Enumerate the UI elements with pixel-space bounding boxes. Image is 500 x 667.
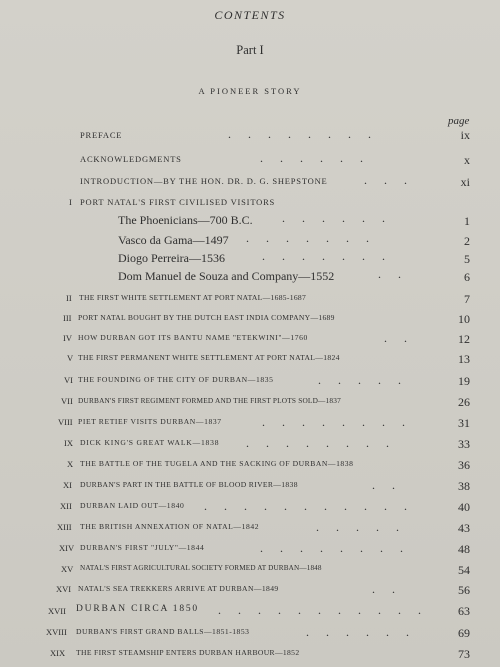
leader-dots: . . . . . — [318, 373, 401, 387]
chapter-page: 40 — [458, 500, 470, 514]
chapter-title: DURBAN LAID OUT—1840 — [80, 501, 185, 510]
leader-dots: . . . . . . . . . . . — [204, 499, 407, 513]
leader-dots: . . — [372, 478, 395, 492]
leader-dots: . . . . . . . . — [246, 436, 389, 450]
chapter-numeral: XI — [63, 480, 72, 490]
chapter-title: THE FIRST WHITE SETTLEMENT AT PORT NATAL—1685-1687 — [79, 293, 307, 302]
leader-dots: . . . . . . . — [262, 249, 385, 263]
chapter-numeral: XVII — [48, 606, 66, 616]
section-page: 6 — [464, 270, 470, 284]
chapter-numeral: IV — [63, 333, 72, 343]
chapter-page: 12 — [458, 332, 470, 346]
chapter-title: NATAL'S FIRST AGRICULTURAL SOCIETY FORMED AT DURBAN—1848 — [80, 564, 322, 572]
chapter-numeral: I — [69, 197, 72, 207]
chapter-page: 43 — [458, 521, 470, 535]
chapter-title: DURBAN CIRCA 1850 — [76, 604, 199, 614]
toc-acknowledgments-title: ACKNOWLEDGMENTS — [80, 154, 182, 164]
chapter-page: 19 — [458, 374, 470, 388]
chapter-title: THE FIRST PERMANENT WHITE SETTLEMENT AT PORT NATAL—1824 — [78, 353, 340, 362]
chapter-numeral: VII — [61, 396, 73, 406]
chapter-title: THE BRITISH ANNEXATION OF NATAL—1842 — [80, 522, 260, 531]
page-column-label: page — [448, 115, 470, 127]
leader-dots: . . . . . . — [282, 211, 385, 225]
leader-dots: . . — [384, 331, 407, 345]
leader-dots: . . . — [364, 173, 407, 187]
leader-dots: . . . . . . . . — [260, 541, 403, 555]
chapter-page: 63 — [458, 604, 470, 618]
chapter-page: 73 — [458, 647, 470, 661]
chapter-numeral: II — [66, 293, 72, 303]
chapter-title: THE FIRST STEAMSHIP ENTERS DURBAN HARBOUR—1852 — [76, 648, 300, 657]
leader-dots: . . . . . . . . — [262, 415, 405, 429]
leader-dots: . . . . . . — [260, 151, 363, 165]
leader-dots: . . . . . . — [306, 625, 409, 639]
chapter-numeral: XIX — [50, 648, 66, 658]
chapter-numeral: VI — [64, 375, 73, 385]
section-page: 2 — [464, 234, 470, 248]
leader-dots: . . . . . . . . — [228, 127, 371, 141]
chapter-page: 56 — [458, 583, 470, 597]
chapter-title: DURBAN'S FIRST REGIMENT FORMED AND THE FIRST PLOTS SOLD—1837 — [78, 396, 341, 405]
section-title: Diogo Perreira—1536 — [118, 251, 225, 265]
section-page: 1 — [464, 214, 470, 228]
contents-heading: CONTENTS — [214, 8, 286, 22]
section-page: 5 — [464, 252, 470, 266]
chapter-title: THE FOUNDING OF THE CITY OF DURBAN—1835 — [78, 375, 274, 384]
chapter-title: DICK KING'S GREAT WALK—1838 — [80, 438, 220, 447]
toc-preface-title: PREFACE — [80, 130, 123, 140]
section-title: The Phoenicians—700 B.C. — [118, 213, 253, 227]
chapter-page: 31 — [458, 416, 470, 430]
leader-dots: . . — [372, 582, 395, 596]
chapter-title: DURBAN'S FIRST "JULY"—1844 — [80, 543, 205, 552]
chapter-numeral: XVIII — [46, 627, 67, 637]
leader-dots: . . . . . . . . . . . — [218, 603, 421, 617]
leader-dots: . . . . . . . — [246, 231, 369, 245]
leader-dots: . . . . . — [316, 520, 399, 534]
chapter-numeral: VIII — [58, 417, 73, 427]
chapter-title: THE BATTLE OF THE TUGELA AND THE SACKING OF DURBAN—1838 — [80, 459, 354, 468]
chapter-numeral: X — [67, 459, 74, 469]
chapter-title: PIET RETIEF VISITS DURBAN—1837 — [78, 417, 222, 426]
chapter-page: 69 — [458, 626, 470, 640]
toc-introduction-title: INTRODUCTION—BY THE HON. DR. D. G. SHEPSTONE — [80, 176, 328, 186]
chapter-numeral: XVI — [56, 584, 72, 594]
chapter-page: 48 — [458, 542, 470, 556]
chapter-page: 7 — [464, 292, 470, 306]
chapter-numeral: XIII — [57, 522, 72, 532]
chapter-numeral: V — [67, 353, 74, 363]
chapter-page: 26 — [458, 395, 470, 409]
chapter-numeral: XIV — [59, 543, 75, 553]
chapter-title: PORT NATAL BOUGHT BY THE DUTCH EAST INDIA COMPANY—1689 — [78, 313, 335, 322]
chapter-page: 38 — [458, 479, 470, 493]
toc-preface-page: ix — [460, 128, 470, 142]
leader-dots: . . — [378, 267, 401, 281]
chapter-title: DURBAN'S PART IN THE BATTLE OF BLOOD RIVER—1838 — [80, 480, 298, 489]
chapter-page: 54 — [458, 563, 470, 577]
chapter-numeral: XII — [60, 501, 72, 511]
chapter-title: PORT NATAL'S FIRST CIVILISED VISITORS — [80, 197, 276, 207]
toc-acknowledgments-page: x — [464, 153, 470, 167]
part-subtitle: A PIONEER STORY — [198, 86, 302, 96]
chapter-page: 36 — [458, 458, 470, 472]
toc-introduction-page: xi — [460, 175, 470, 189]
chapter-title: NATAL'S SEA TREKKERS ARRIVE AT DURBAN—1849 — [78, 584, 279, 593]
chapter-numeral: XV — [61, 564, 74, 574]
chapter-numeral: III — [63, 313, 72, 323]
chapter-numeral: IX — [64, 438, 73, 448]
chapter-page: 13 — [458, 352, 470, 366]
part-heading: Part I — [236, 43, 264, 57]
chapter-title: HOW DURBAN GOT ITS BANTU NAME "ETEKWINI"—1760 — [78, 333, 308, 342]
section-title: Vasco da Gama—1497 — [118, 233, 229, 247]
section-title: Dom Manuel de Souza and Company—1552 — [118, 269, 335, 283]
chapter-page: 10 — [458, 312, 470, 326]
chapter-page: 33 — [458, 437, 470, 451]
chapter-title: DURBAN'S FIRST GRAND BALLS—1851-1853 — [76, 627, 250, 636]
